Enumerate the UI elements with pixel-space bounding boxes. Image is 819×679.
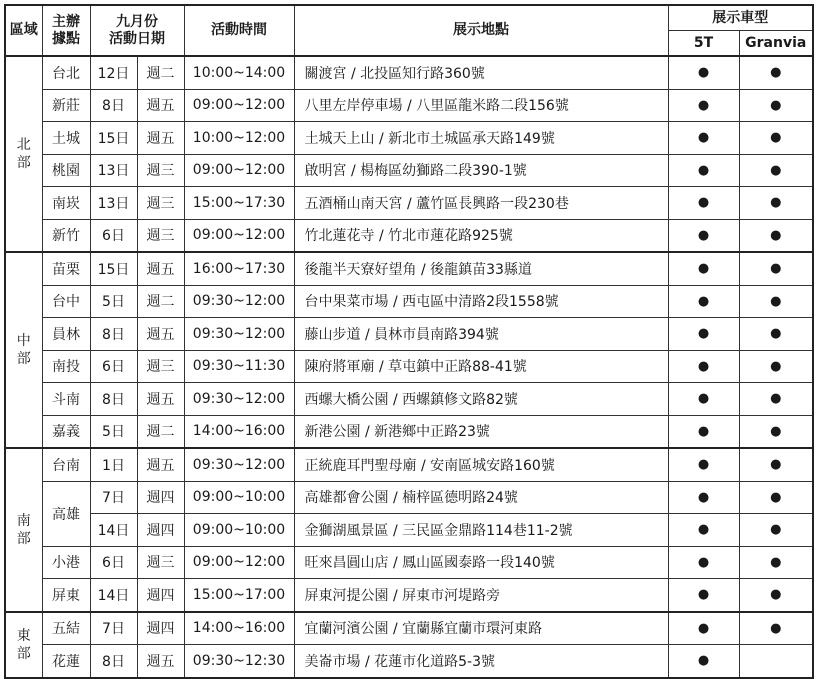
weekday-cell: 週四 bbox=[137, 481, 184, 514]
venue-cell: 台中果菜市場 / 西屯區中清路2段1558號 bbox=[294, 285, 668, 318]
weekday-cell: 週三 bbox=[137, 187, 184, 220]
table-row bbox=[5, 56, 813, 89]
region-label-char: 北 bbox=[16, 137, 31, 153]
weekday-cell: 週五 bbox=[137, 252, 184, 285]
weekday-cell: 週三 bbox=[137, 219, 184, 252]
table-row bbox=[5, 350, 813, 383]
day-cell: 14日 bbox=[90, 579, 137, 612]
region-label-char: 南 bbox=[16, 512, 31, 529]
time-cell: 09:00~12:00 bbox=[184, 546, 294, 579]
weekday-cell: 週四 bbox=[137, 612, 184, 645]
model-5t-mark: ● bbox=[668, 415, 739, 448]
model-granvia-mark: ● bbox=[739, 350, 813, 383]
site-cell: 土城 bbox=[42, 122, 90, 155]
model-5t-mark: ● bbox=[668, 579, 739, 612]
model-granvia-mark: ● bbox=[739, 122, 813, 155]
weekday-cell: 週五 bbox=[137, 383, 184, 416]
model-5t-mark: ● bbox=[668, 285, 739, 318]
site-cell: 嘉義 bbox=[42, 415, 90, 448]
time-cell: 10:00~12:00 bbox=[184, 122, 294, 155]
weekday-cell: 週三 bbox=[137, 350, 184, 383]
model-5t-mark: ● bbox=[668, 514, 739, 547]
model-granvia-mark: ● bbox=[739, 318, 813, 351]
site-cell: 斗南 bbox=[42, 383, 90, 416]
table-row bbox=[5, 612, 813, 645]
weekday-cell: 週五 bbox=[137, 645, 184, 678]
model-granvia-mark: ● bbox=[739, 481, 813, 514]
time-cell: 09:30~12:00 bbox=[184, 318, 294, 351]
table-row bbox=[5, 122, 813, 155]
model-granvia-mark: ● bbox=[739, 89, 813, 122]
header-date-line1: 九月份 bbox=[116, 13, 158, 30]
region-cell bbox=[5, 56, 42, 252]
site-cell: 新莊 bbox=[42, 89, 90, 122]
site-cell: 桃園 bbox=[42, 154, 90, 187]
time-cell: 09:00~12:00 bbox=[184, 219, 294, 252]
day-cell: 1日 bbox=[90, 448, 137, 481]
venue-cell: 竹北蓮花寺 / 竹北市蓮花路925號 bbox=[294, 219, 668, 252]
day-cell: 7日 bbox=[90, 612, 137, 645]
region-label-char: 中 bbox=[16, 333, 31, 349]
site-cell: 新竹 bbox=[42, 219, 90, 252]
venue-cell: 高雄都會公園 / 楠梓區德明路24號 bbox=[294, 481, 668, 514]
weekday-cell: 週五 bbox=[137, 89, 184, 122]
model-5t-mark: ● bbox=[668, 219, 739, 252]
venue-cell: 美崙市場 / 花蓮市化道路5-3號 bbox=[294, 645, 668, 678]
day-cell: 8日 bbox=[90, 318, 137, 351]
table-row bbox=[5, 219, 813, 252]
model-5t-mark: ● bbox=[668, 481, 739, 514]
model-granvia-mark: ● bbox=[739, 187, 813, 220]
day-cell: 6日 bbox=[90, 219, 137, 252]
venue-cell: 藤山步道 / 員林市員南路394號 bbox=[294, 318, 668, 351]
model-granvia-mark: ● bbox=[739, 579, 813, 612]
site-cell: 屏東 bbox=[42, 579, 90, 612]
venue-cell: 陳府將軍廟 / 草屯鎮中正路88-41號 bbox=[294, 350, 668, 383]
model-granvia-mark: ● bbox=[739, 612, 813, 645]
table-row bbox=[5, 415, 813, 448]
model-granvia-mark bbox=[739, 645, 813, 678]
venue-cell: 金獅湖風景區 / 三民區金鼎路114巷11-2號 bbox=[294, 514, 668, 547]
site-cell: 苗栗 bbox=[42, 252, 90, 285]
table-row bbox=[5, 579, 813, 612]
model-granvia-mark: ● bbox=[739, 415, 813, 448]
time-cell: 15:00~17:00 bbox=[184, 579, 294, 612]
weekday-cell: 週五 bbox=[137, 122, 184, 155]
header-date-line2: 活動日期 bbox=[109, 30, 165, 47]
day-cell: 8日 bbox=[90, 89, 137, 122]
venue-cell: 後龍半天寮好望角 / 後龍鎮苗33縣道 bbox=[294, 252, 668, 285]
weekday-cell: 週五 bbox=[137, 318, 184, 351]
time-cell: 14:00~16:00 bbox=[184, 612, 294, 645]
time-cell: 09:00~10:00 bbox=[184, 481, 294, 514]
venue-cell: 土城天上山 / 新北市土城區承天路149號 bbox=[294, 122, 668, 155]
weekday-cell: 週二 bbox=[137, 415, 184, 448]
table-row bbox=[5, 448, 813, 481]
day-cell: 5日 bbox=[90, 285, 137, 318]
model-5t-mark: ● bbox=[668, 154, 739, 187]
venue-cell: 宜蘭河濱公園 / 宜蘭縣宜蘭市環河東路 bbox=[294, 612, 668, 645]
day-cell: 14日 bbox=[90, 514, 137, 547]
model-5t-mark: ● bbox=[668, 645, 739, 678]
header-venue: 展示地點 bbox=[294, 5, 668, 56]
table-body bbox=[5, 56, 813, 678]
day-cell: 13日 bbox=[90, 187, 137, 220]
header-host-line2: 據點 bbox=[52, 30, 80, 47]
header-model-granvia: Granvia bbox=[739, 31, 813, 57]
day-cell: 8日 bbox=[90, 645, 137, 678]
schedule-table bbox=[4, 4, 814, 679]
model-granvia-mark: ● bbox=[739, 219, 813, 252]
time-cell: 09:00~12:00 bbox=[184, 89, 294, 122]
model-granvia-mark: ● bbox=[739, 383, 813, 416]
day-cell: 13日 bbox=[90, 154, 137, 187]
day-cell: 12日 bbox=[90, 56, 137, 89]
model-5t-mark: ● bbox=[668, 252, 739, 285]
table-row bbox=[5, 514, 813, 547]
region-label-char: 部 bbox=[16, 351, 31, 367]
model-granvia-mark: ● bbox=[739, 514, 813, 547]
time-cell: 09:30~11:30 bbox=[184, 350, 294, 383]
header-host bbox=[42, 5, 90, 56]
table-row bbox=[5, 252, 813, 285]
weekday-cell: 週四 bbox=[137, 514, 184, 547]
day-cell: 8日 bbox=[90, 383, 137, 416]
model-5t-mark: ● bbox=[668, 187, 739, 220]
weekday-cell: 週三 bbox=[137, 546, 184, 579]
site-cell: 台北 bbox=[42, 56, 90, 89]
model-5t-mark: ● bbox=[668, 612, 739, 645]
model-5t-mark: ● bbox=[668, 56, 739, 89]
table-header bbox=[5, 5, 813, 56]
region-label-char: 東 bbox=[16, 627, 31, 644]
region-label-char: 部 bbox=[16, 645, 31, 662]
table-row bbox=[5, 383, 813, 416]
day-cell: 15日 bbox=[90, 122, 137, 155]
time-cell: 09:30~12:00 bbox=[184, 285, 294, 318]
time-cell: 15:00~17:30 bbox=[184, 187, 294, 220]
weekday-cell: 週二 bbox=[137, 285, 184, 318]
table-row bbox=[5, 481, 813, 514]
weekday-cell: 週三 bbox=[137, 154, 184, 187]
site-cell: 南崁 bbox=[42, 187, 90, 220]
header-date bbox=[90, 5, 184, 56]
time-cell: 09:00~12:00 bbox=[184, 154, 294, 187]
header-region: 區域 bbox=[5, 5, 42, 56]
venue-cell: 關渡宮 / 北投區知行路360號 bbox=[294, 56, 668, 89]
venue-cell: 八里左岸停車場 / 八里區龍米路二段156號 bbox=[294, 89, 668, 122]
model-5t-mark: ● bbox=[668, 122, 739, 155]
model-granvia-mark: ● bbox=[739, 252, 813, 285]
day-cell: 15日 bbox=[90, 252, 137, 285]
table-row bbox=[5, 89, 813, 122]
model-granvia-mark: ● bbox=[739, 448, 813, 481]
time-cell: 09:30~12:00 bbox=[184, 383, 294, 416]
region-cell bbox=[5, 252, 42, 448]
region-cell bbox=[5, 448, 42, 612]
model-5t-mark: ● bbox=[668, 383, 739, 416]
venue-cell: 新港公園 / 新港鄉中正路23號 bbox=[294, 415, 668, 448]
region-label-char: 部 bbox=[16, 155, 31, 171]
site-cell: 花蓮 bbox=[42, 645, 90, 678]
time-cell: 09:30~12:30 bbox=[184, 645, 294, 678]
header-model-5t: 5T bbox=[668, 31, 739, 57]
venue-cell: 啟明宮 / 楊梅區幼獅路二段390-1號 bbox=[294, 154, 668, 187]
table-row bbox=[5, 645, 813, 678]
day-cell: 6日 bbox=[90, 546, 137, 579]
time-cell: 10:00~14:00 bbox=[184, 56, 294, 89]
region-label-char: 部 bbox=[16, 530, 31, 547]
weekday-cell: 週二 bbox=[137, 56, 184, 89]
site-cell: 南投 bbox=[42, 350, 90, 383]
table-row bbox=[5, 187, 813, 220]
model-5t-mark: ● bbox=[668, 448, 739, 481]
site-cell: 台南 bbox=[42, 448, 90, 481]
table-row bbox=[5, 546, 813, 579]
region-cell bbox=[5, 612, 42, 678]
table-row bbox=[5, 285, 813, 318]
time-cell: 14:00~16:00 bbox=[184, 415, 294, 448]
time-cell: 09:30~12:00 bbox=[184, 448, 294, 481]
site-cell: 五結 bbox=[42, 612, 90, 645]
model-5t-mark: ● bbox=[668, 546, 739, 579]
model-granvia-mark: ● bbox=[739, 285, 813, 318]
time-cell: 16:00~17:30 bbox=[184, 252, 294, 285]
model-granvia-mark: ● bbox=[739, 546, 813, 579]
venue-cell: 旺來昌圓山店 / 鳳山區國泰路一段140號 bbox=[294, 546, 668, 579]
site-cell: 台中 bbox=[42, 285, 90, 318]
table-row bbox=[5, 154, 813, 187]
site-cell: 小港 bbox=[42, 546, 90, 579]
model-5t-mark: ● bbox=[668, 318, 739, 351]
time-cell: 09:00~10:00 bbox=[184, 514, 294, 547]
site-cell: 員林 bbox=[42, 318, 90, 351]
model-granvia-mark: ● bbox=[739, 154, 813, 187]
header-time: 活動時間 bbox=[184, 5, 294, 56]
table-row bbox=[5, 318, 813, 351]
venue-cell: 正統鹿耳門聖母廟 / 安南區城安路160號 bbox=[294, 448, 668, 481]
site-cell: 高雄 bbox=[42, 481, 90, 546]
model-granvia-mark: ● bbox=[739, 56, 813, 89]
header-models: 展示車型 bbox=[668, 5, 813, 31]
model-5t-mark: ● bbox=[668, 89, 739, 122]
venue-cell: 五酒桶山南天宮 / 蘆竹區長興路一段230巷 bbox=[294, 187, 668, 220]
weekday-cell: 週五 bbox=[137, 448, 184, 481]
header-host-line1: 主辦 bbox=[52, 13, 80, 30]
model-5t-mark: ● bbox=[668, 350, 739, 383]
weekday-cell: 週四 bbox=[137, 579, 184, 612]
day-cell: 5日 bbox=[90, 415, 137, 448]
day-cell: 6日 bbox=[90, 350, 137, 383]
venue-cell: 屏東河提公園 / 屏東市河堤路旁 bbox=[294, 579, 668, 612]
day-cell: 7日 bbox=[90, 481, 137, 514]
venue-cell: 西螺大橋公園 / 西螺鎮修文路82號 bbox=[294, 383, 668, 416]
